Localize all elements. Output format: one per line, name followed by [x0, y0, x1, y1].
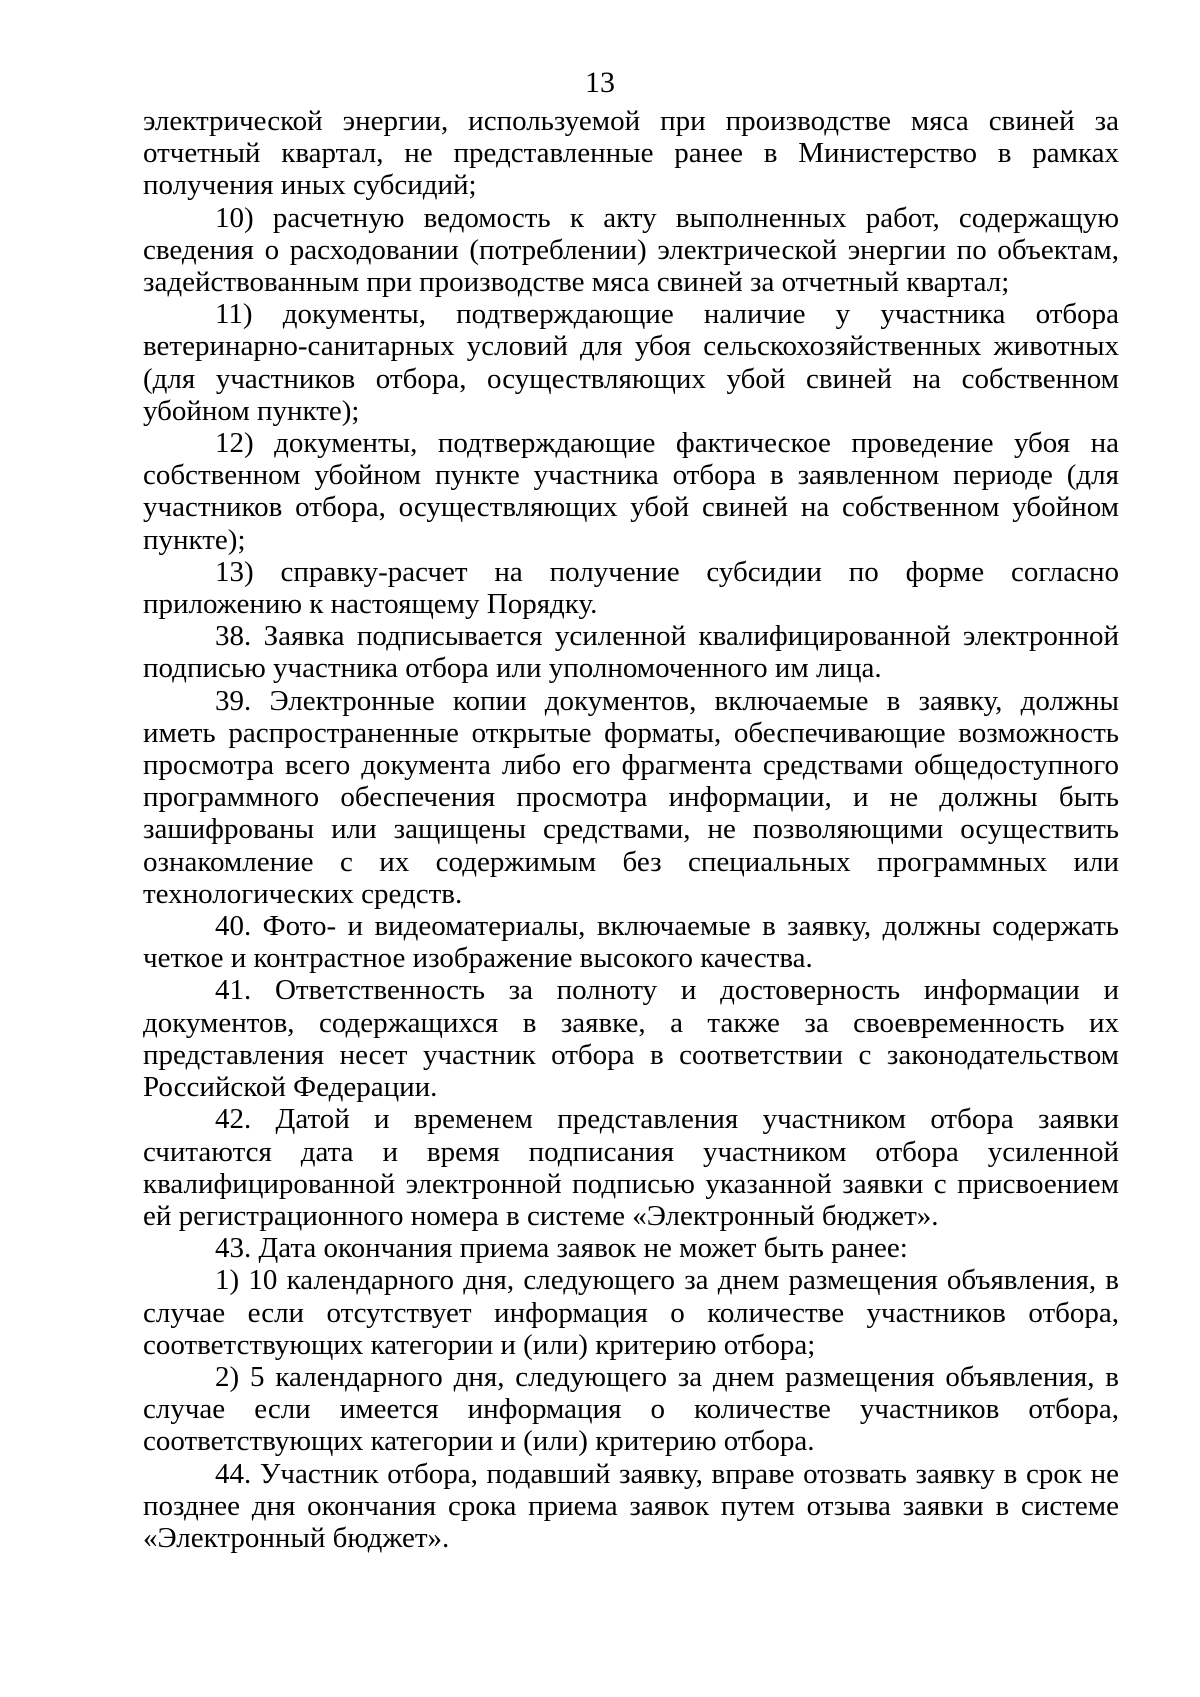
paragraph-38: 38. Заявка подписывается усиленной квалифицированной электронной подписью участника отбора или уполномоченного им лица. [143, 620, 1119, 685]
paragraph-39: 39. Электронные копии документов, включаемые в заявку, должны иметь распространенные открытые форматы, обеспечивающие возможность просмотра всего документа либо его фрагмента средствами общедоступного программного обеспечения просмотра информации, и не должны быть зашифрованы или защищены средствами, не позволяющими осуществить ознакомление с их содержимым без специальных программных или технологических средств. [143, 684, 1119, 910]
page-number: 13 [585, 66, 615, 99]
paragraph-40: 40. Фото- и видеоматериалы, включаемые в заявку, должны содержать четкое и контрастное изображение высокого качества. [143, 910, 1119, 975]
paragraph-continuation: электрической энергии, используемой при производстве мяса свиней за отчетный квартал, не представленные ранее в Министерство в рамках получения иных субсидий; [143, 105, 1119, 202]
paragraph-item-11: 11) документы, подтверждающие наличие у участника отбора ветеринарно-санитарных условий для убоя сельскохозяйственных животных (для участников отбора, осуществляющих убой свиней на собственном убойном пункте); [143, 298, 1119, 427]
document-body [143, 105, 1119, 1554]
paragraph-item-13: 13) справку-расчет на получение субсидии по форме согласно приложению к настоящему Порядку. [143, 555, 1119, 621]
paragraph-42: 42. Датой и временем представления участником отбора заявки считаются дата и время подписания участником отбора усиленной квалифицированной электронной подписью указанной заявки с присвоением ей регистрационного номера в системе «Электронный бюджет». [143, 1103, 1119, 1232]
paragraph-43-item-1: 1) 10 календарного дня, следующего за днем размещения объявления, в случае если отсутствует информация о количестве участников отбора, соответствующих категории и (или) критерию отбора; [143, 1264, 1119, 1361]
paragraph-item-12: 12) документы, подтверждающие фактическое проведение убоя на собственном убойном пункте участника отбора в заявленном периоде (для участников отбора, осуществляющих убой свиней на собственном убойном пункте); [143, 427, 1119, 556]
paragraph-43: 43. Дата окончания приема заявок не может быть ранее: [215, 1232, 908, 1265]
paragraph-item-10: 10) расчетную ведомость к акту выполненных работ, содержащую сведения о расходовании (потреблении) электрической энергии по объектам, задействованным при производстве мяса свиней за отчетный квартал; [143, 201, 1119, 299]
paragraph-44: 44. Участник отбора, подавший заявку, вправе отозвать заявку в срок не позднее дня окончания срока приема заявок путем отзыва заявки в системе «Электронный бюджет». [143, 1457, 1119, 1554]
paragraph-43-item-2: 2) 5 календарного дня, следующего за днем размещения объявления, в случае если имеется информация о количестве участников отбора, соответствующих категории и (или) критерию отбора. [143, 1360, 1119, 1458]
paragraph-41: 41. Ответственность за полноту и достоверность информации и документов, содержащихся в заявке, а также за своевременность их представления несет участник отбора в соответствии с законодательством Российской Федерации. [143, 974, 1119, 1104]
